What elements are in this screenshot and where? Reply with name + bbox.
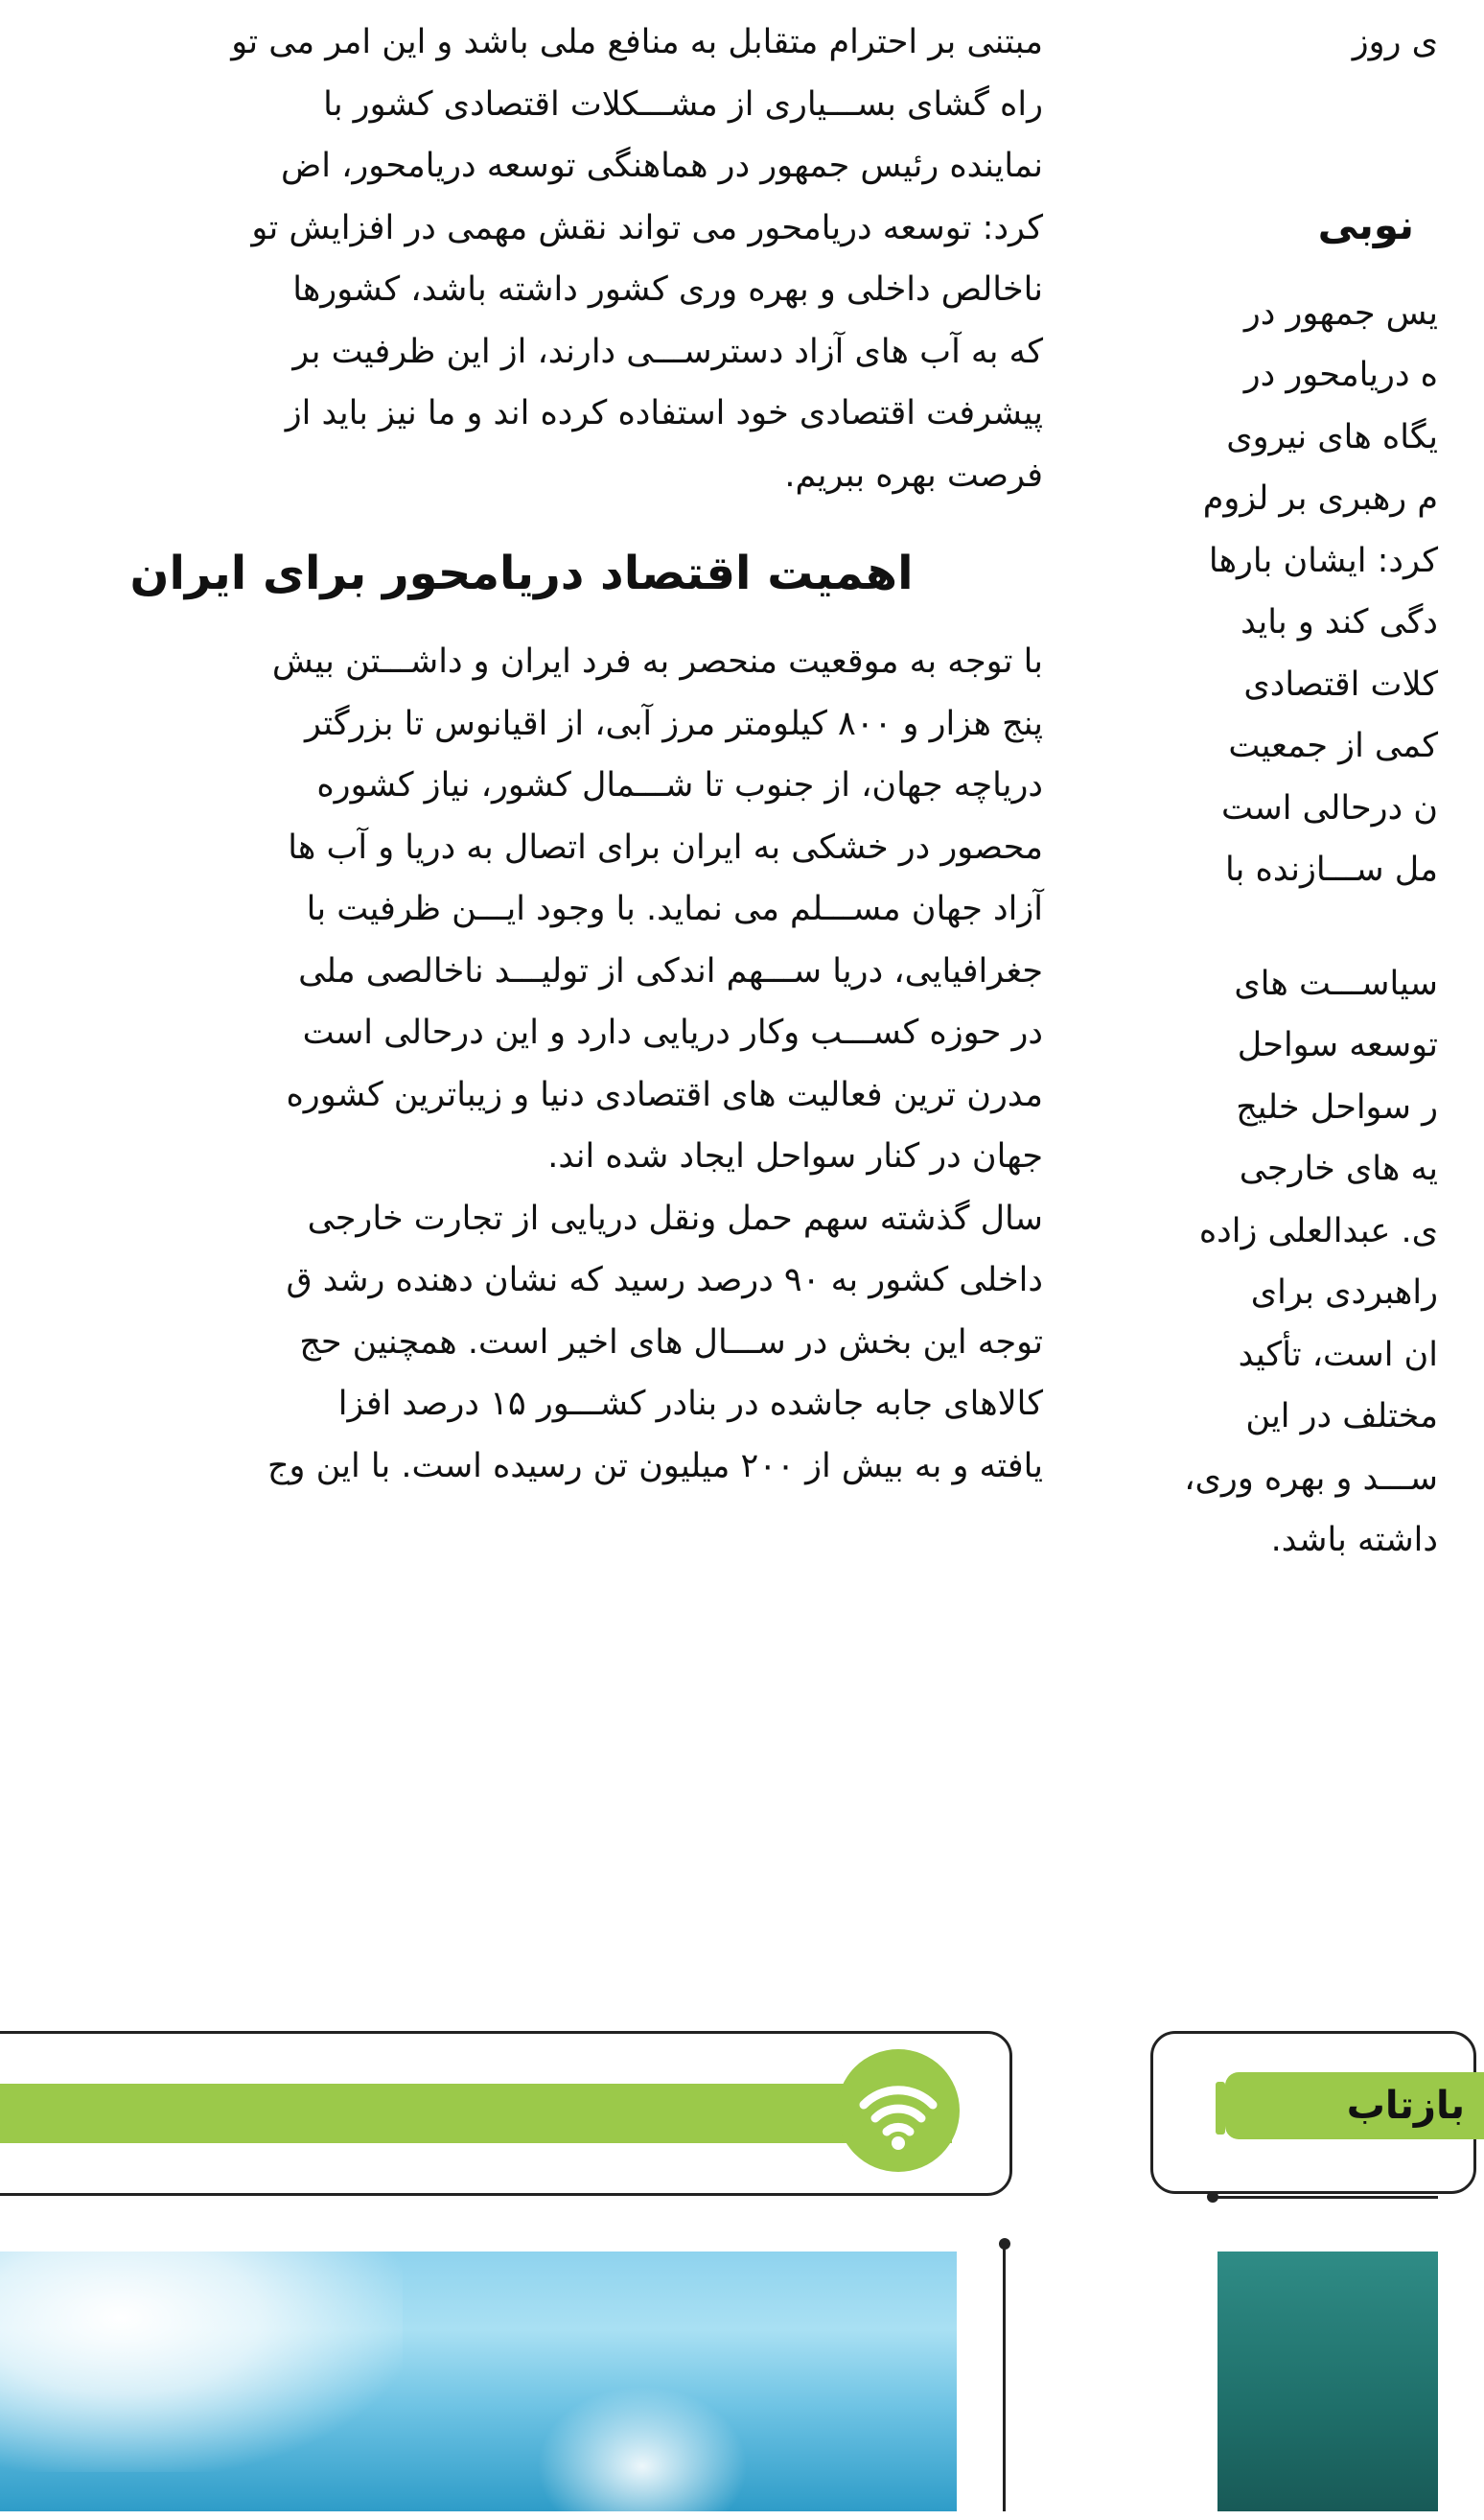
- text-line: کرد: ایشان بارها: [1208, 541, 1438, 580]
- text-line: فرصت بهره ببریم.: [784, 455, 1043, 495]
- text-line: یگاه های نیروی: [1226, 417, 1438, 456]
- text-line: پنج هزار و ۸۰۰ کیلومتر مرز آبی، از اقیانوس تا بزرگتر: [304, 704, 1043, 743]
- sea-photo: [0, 2252, 957, 2511]
- text-line: یافته و به بیش از ۲۰۰ میلیون تن رسیده است. با این وج: [267, 1446, 1043, 1485]
- section-headline: اهمیت اقتصاد دریامحور برای ایران: [129, 547, 914, 600]
- rule-dot: [1207, 2191, 1218, 2203]
- text-line: توجه این بخش در ســـال های اخیر است. همچنین حج: [299, 1322, 1043, 1362]
- text-line: مختلف در این: [1245, 1397, 1438, 1435]
- main-article-column: [0, 12, 1043, 1497]
- spacer: [1083, 901, 1438, 953]
- text-line: راه گشای بســـیاری از مشـــکلات اقتصادی کشور با: [323, 84, 1043, 124]
- text-line: دگی کند و باید: [1241, 603, 1438, 642]
- text-line: ی روز: [1352, 23, 1438, 61]
- text-line: جهان در کنار سواحل ایجاد شده اند.: [547, 1137, 1043, 1176]
- label-tab: [1216, 2082, 1225, 2135]
- section-banner-bar: [0, 2084, 952, 2143]
- section-label: بازتاب: [1225, 2072, 1484, 2139]
- text-line: یس جمهور در: [1243, 293, 1438, 333]
- text-line: ان است، تأکید: [1238, 1335, 1438, 1374]
- text-line: پیشرفت اقتصادی خود استفاده کرده اند و ما نیز باید از: [285, 394, 1043, 432]
- text-line: ر سواحل خلیج: [1236, 1087, 1438, 1127]
- text-line: مدرن ترین فعالیت های اقتصادی دنیا و زیباترین کشوره: [286, 1075, 1043, 1114]
- text-line: در حوزه کســـب وکار دریایی دارد و این درحالی است: [302, 1014, 1043, 1052]
- sun-glare: [0, 2252, 403, 2472]
- side-paragraph-2: [1083, 953, 1438, 1572]
- body-paragraph-2: [0, 1188, 1043, 1498]
- text-line: داشته باشد.: [1270, 1521, 1438, 1559]
- side-paragraph-1: [1083, 283, 1438, 901]
- text-line: سیاســـت های: [1234, 964, 1438, 1003]
- text-line: با توجه به موقعیت منحصر به فرد ایران و داشـــتن بیش: [271, 642, 1043, 681]
- column-rule: [1003, 2244, 1006, 2511]
- wifi-icon: [837, 2049, 960, 2172]
- text-line: جغرافیایی، دریا ســـهم اندکی از تولیـــد ناخالصی ملی: [298, 951, 1043, 991]
- wifi-icon-graphic: [837, 2049, 960, 2172]
- text-line: کرد: توسعه دریامحور می تواند نقش مهمی در افزایش تو: [251, 208, 1043, 247]
- text-line: دریاچه جهان، از جنوب تا شـــمال کشور، نیاز کشوره: [316, 766, 1043, 805]
- text-line: که به آب های آزاد دسترســـی دارند، از این ظرفیت بر: [292, 332, 1043, 371]
- text-line: ســـد و بهره وری،: [1184, 1458, 1438, 1498]
- spacer: [1083, 74, 1438, 168]
- light-reflection: [537, 2386, 748, 2520]
- text-line: مل ســـازنده با: [1224, 851, 1438, 889]
- body-paragraph: [0, 631, 1043, 1188]
- text-line: سال گذشته سهم حمل ونقل دریایی از تجارت خارجی: [307, 1199, 1043, 1238]
- text-line: ی. عبدالعلی زاده: [1198, 1211, 1438, 1250]
- side-rule: [1213, 2196, 1438, 2199]
- text-line: کلات اقتصادی: [1243, 665, 1438, 704]
- text-line: محصور در خشکی به ایران برای اتصال به دریا و آب ها: [288, 828, 1043, 867]
- text-line: کالاهای جابه جاشده در بنادر کشـــور ۱۵ درصد افزا: [337, 1385, 1043, 1423]
- text-line: یه های خارجی: [1239, 1150, 1438, 1188]
- text-line: م رهبری بر لزوم: [1202, 479, 1438, 518]
- text-line: راهبردی برای: [1250, 1273, 1438, 1312]
- section-banner-box: [0, 2031, 1012, 2196]
- side-article-column: [1083, 12, 1438, 1572]
- text-line: ه دریامحور در: [1243, 356, 1438, 394]
- side-banner-box: [1150, 2031, 1476, 2194]
- text-line: توسعه سواحل: [1237, 1026, 1438, 1064]
- rule-dot: [999, 2238, 1010, 2250]
- side-photo: [1217, 2252, 1438, 2511]
- text-line: داخلی کشور به ۹۰ درصد رسید که نشان دهنده رشد ق: [286, 1261, 1043, 1299]
- text-line: کمی از جمعیت: [1228, 727, 1438, 765]
- text-line: نماینده رئیس جمهور در هماهنگی توسعه دریامحور، اض: [280, 147, 1043, 185]
- intro-paragraph: [0, 12, 1043, 506]
- text-line: آزاد جهان مســـلم می نماید. با وجود ایـــن ظرفیت با: [306, 890, 1043, 928]
- text-line: ناخالص داخلی و بهره وری کشور داشته باشد، کشورها: [292, 270, 1043, 309]
- text-line: ن درحالی است: [1221, 788, 1438, 828]
- side-subheading: نوبی: [1317, 200, 1414, 248]
- text-line: مبتنی بر احترام متقابل به منافع ملی باشد و این امر می تو: [231, 23, 1043, 61]
